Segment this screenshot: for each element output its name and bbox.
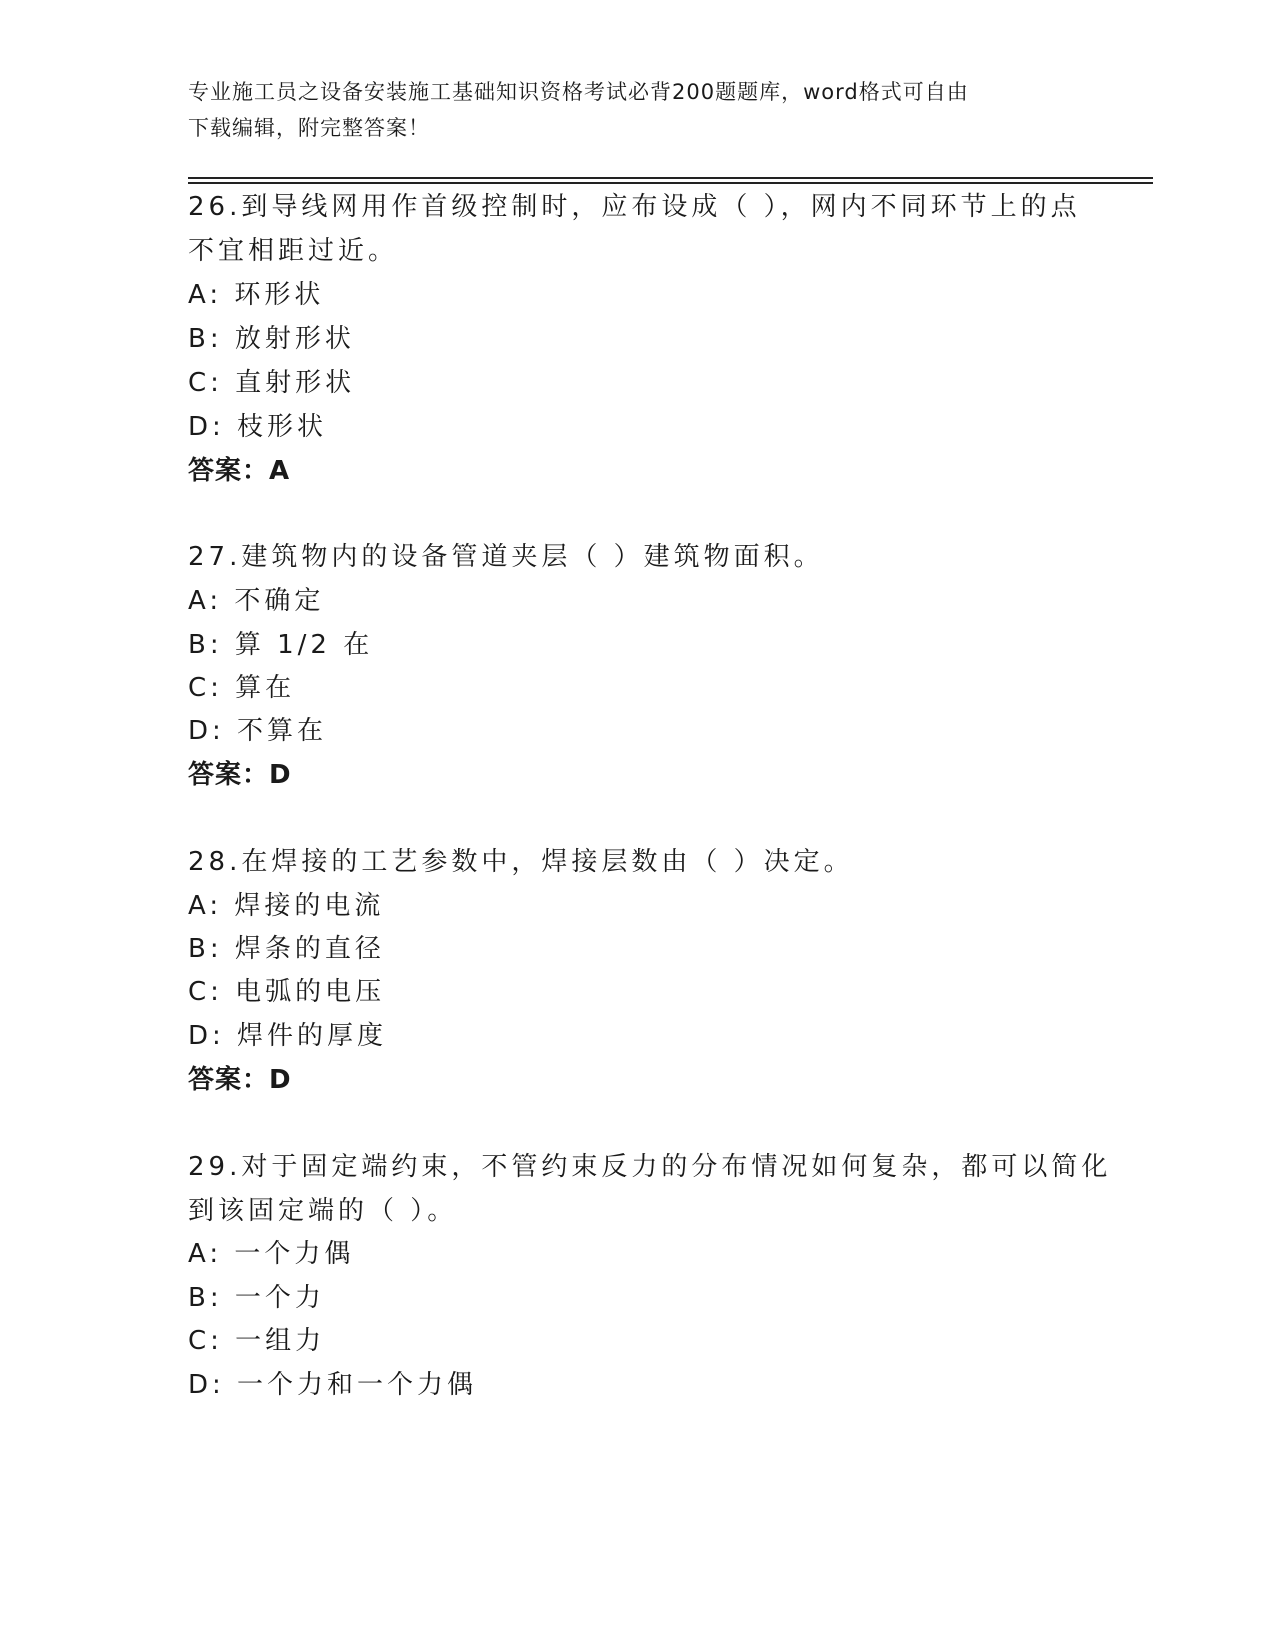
question-26-option-c: C: 直射形状 <box>188 368 356 398</box>
question-29-option-d: D: 一个力和一个力偶 <box>188 1370 478 1400</box>
question-27-option-a: A: 不确定 <box>188 586 325 616</box>
question-28-option-b: B: 焊条的直径 <box>188 934 385 964</box>
question-28-option-d: D: 焊件的厚度 <box>188 1021 388 1051</box>
question-28-option-c: C: 电弧的电压 <box>188 977 386 1007</box>
question-29-stem-line-2: 到该固定端的（ ）。 <box>188 1196 458 1226</box>
header-line-2: 下载编辑，附完整答案！ <box>188 116 430 140</box>
question-26-answer: 答案：A <box>188 456 291 486</box>
document-header <box>188 74 1068 146</box>
question-26-option-a: A: 环形状 <box>188 280 325 310</box>
question-26-option-d: D: 枝形状 <box>188 412 328 442</box>
question-29-stem-line-1: 29.对于固定端约束，不管约束反力的分布情况如何复杂，都可以简化 <box>188 1152 1112 1182</box>
header-divider-bottom <box>188 182 1153 184</box>
question-26-option-b: B: 放射形状 <box>188 324 355 354</box>
question-28-stem-line-1: 28.在焊接的工艺参数中，焊接层数由（ ）决定。 <box>188 847 854 877</box>
question-27-option-d: D: 不算在 <box>188 716 328 746</box>
question-28-answer: 答案：D <box>188 1065 292 1095</box>
question-27-option-b: B: 算 1/2 在 <box>188 630 374 660</box>
question-27-stem-line-1: 27.建筑物内的设备管道夹层（ ）建筑物面积。 <box>188 542 824 572</box>
header-line-1: 专业施工员之设备安装施工基础知识资格考试必背200题题库，word格式可自由 <box>188 80 969 104</box>
question-27-option-c: C: 算在 <box>188 673 296 703</box>
question-29-option-b: B: 一个力 <box>188 1283 325 1313</box>
question-29-option-c: C: 一组力 <box>188 1326 326 1356</box>
question-26-stem-line-1: 26.到导线网用作首级控制时，应布设成（ ），网内不同环节上的点 <box>188 192 1081 222</box>
question-27-answer: 答案：D <box>188 760 292 790</box>
question-26-stem-line-2: 不宜相距过近。 <box>188 236 399 266</box>
question-29-option-a: A: 一个力偶 <box>188 1239 355 1269</box>
question-28-option-a: A: 焊接的电流 <box>188 891 385 921</box>
header-divider-top <box>188 177 1153 179</box>
